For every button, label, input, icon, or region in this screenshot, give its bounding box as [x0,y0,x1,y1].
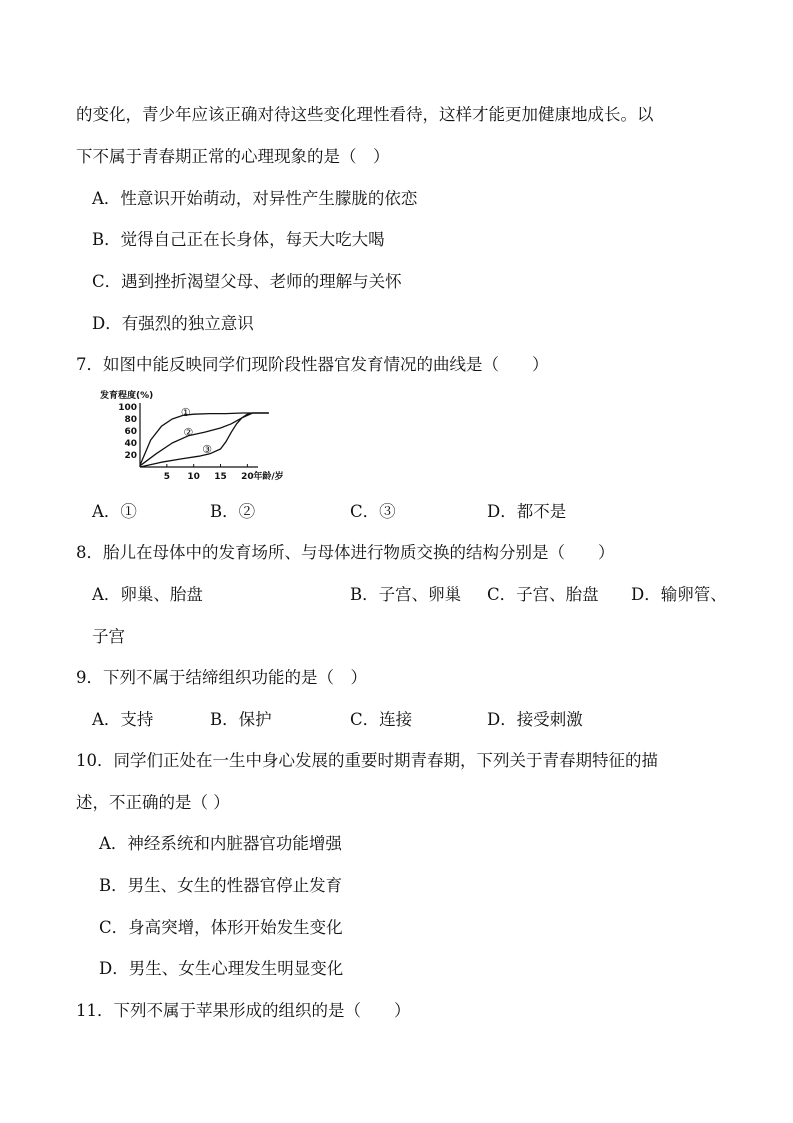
q7-option-c: C．③ [350,502,396,521]
x-tick-label: 15 [214,472,227,482]
q6-option-b: B．觉得自己正在长身体，每天大吃大喝 [92,230,385,249]
q6-stem-line2: 下不属于青春期正常的心理现象的是（ ） [76,147,390,166]
series-line-3 [140,413,269,467]
q6-option-c: C．遇到挫折渴望父母、老师的理解与关怀 [92,272,402,291]
q7-option-b: B．② [210,502,256,521]
series-label-3: ③ [202,443,213,456]
q11-stem: 11．下列不属于苹果形成的组织的是（ ） [76,1001,411,1020]
x-tick-label: 20 [241,472,254,482]
series-label-2: ② [183,426,194,440]
q9-option-b: B．保护 [210,710,272,729]
series-label-1: ① [180,405,191,419]
y-tick-label: 20 [124,451,137,461]
q9-option-c: C．连接 [350,710,413,729]
q8-option-d: D．输卵管、 [631,585,727,604]
q9-stem: 9．下列不属于结缔组织功能的是（ ） [76,668,367,687]
y-tick-label: 80 [124,415,137,425]
q10-option-c: C．身高突增，体形开始发生变化 [99,918,343,937]
q9-option-a: A．支持 [92,710,154,729]
x-tick-label: 5 [163,472,170,482]
q8-option-d-continued: 子宫 [92,627,125,646]
q8-stem: 8．胎儿在母体中的发育场所、与母体进行物质交换的结构分别是（ ） [76,543,615,562]
x-tick-label: 10 [187,472,200,482]
chart-ylabel: 发育程度(%) [100,391,154,401]
q10-option-d: D．男生、女生心理发生明显变化 [99,959,344,978]
q7-option-d: D．都不是 [487,502,567,521]
q10-option-b: B．男生、女生的性器官停止发育 [99,876,343,895]
q10-stem-line2: 述，不正确的是（ ） [76,793,230,812]
q10-stem-line1: 10．同学们正处在一生中身心发展的重要时期青春期，下列关于青春期特征的描 [76,751,658,770]
q6-option-d: D．有强烈的独立意识 [92,314,254,333]
q7-stem: 7．如图中能反映同学们现阶段性器官发育情况的曲线是（ ） [76,355,549,374]
y-tick-label: 100 [118,403,137,413]
q8-option-b: B．子宫、卵巢 [350,585,462,604]
series-line-1 [140,413,269,465]
q8-option-a: A．卵巢、胎盘 [92,585,203,604]
y-tick-label: 60 [124,427,137,437]
chart-xlabel: 年龄/岁 [253,472,284,482]
q10-option-a: A．神经系统和内脏器官功能增强 [99,834,342,853]
q9-option-d: D．接受刺激 [487,710,583,729]
q6-stem-line1: 的变化，青少年应该正确对待这些变化理性看待，这样才能更加健康地成长。以 [76,105,654,124]
y-tick-label: 40 [124,439,137,449]
q7-option-a: A．① [92,502,137,521]
series-line-2 [140,413,269,466]
q8-option-c: C．子宫、胎盘 [487,585,599,604]
development-chart [100,385,295,491]
q6-option-a: A．性意识开始萌动，对异性产生朦胧的依恋 [92,189,418,208]
